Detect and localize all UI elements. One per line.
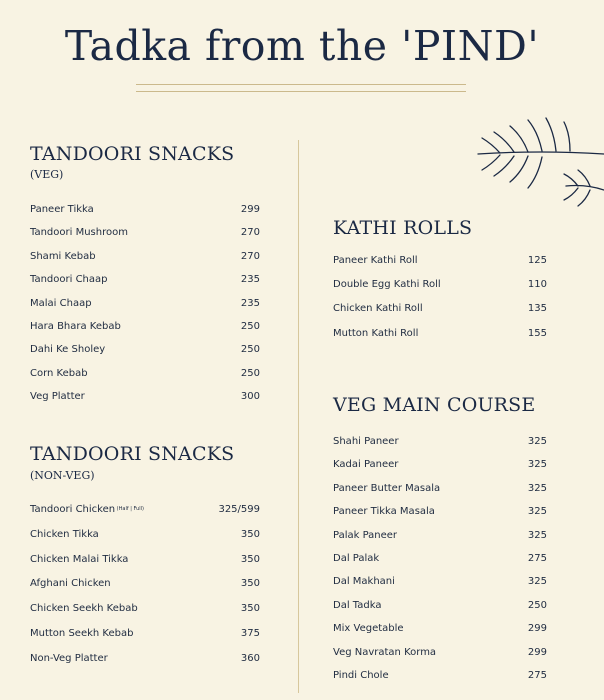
menu-item xyxy=(333,255,547,279)
menu-item xyxy=(333,600,547,623)
menu-item xyxy=(30,603,260,628)
menu-item-name: Kadai Paneer xyxy=(333,459,399,471)
menu-item-price: 110 xyxy=(527,279,547,291)
menu-item-price: 250 xyxy=(240,344,260,356)
menu-item-price: 155 xyxy=(527,327,547,339)
menu-item xyxy=(333,647,547,670)
menu-item xyxy=(30,368,260,391)
menu-item xyxy=(333,530,547,553)
menu-item xyxy=(30,344,260,367)
page-title: Tadka from the 'PIND' xyxy=(64,22,540,70)
menu-item xyxy=(30,274,260,297)
menu-item-name: Non-Veg Platter xyxy=(30,652,108,664)
menu-item-price: 360 xyxy=(240,652,260,664)
menu-item-name: Veg Navratan Korma xyxy=(333,646,437,658)
menu-item-price: 275 xyxy=(527,552,547,564)
menu-item-name: Double Egg Kathi Roll xyxy=(333,279,441,291)
menu-item xyxy=(30,529,260,554)
nonveg-snacks-list xyxy=(30,504,260,678)
menu-item-name: Veg Platter xyxy=(30,391,85,403)
menu-item xyxy=(333,670,547,693)
menu-item-price: 300 xyxy=(240,391,260,403)
leaf-branch-icon xyxy=(470,110,604,234)
menu-item-name: Dal Makhani xyxy=(333,576,395,588)
menu-item-name: Pindi Chole xyxy=(333,669,389,681)
menu-item-name: Paneer Butter Masala xyxy=(333,482,441,494)
menu-item xyxy=(30,504,260,529)
menu-item xyxy=(333,483,547,506)
menu-item-price: 125 xyxy=(527,255,547,266)
menu-item-price: 270 xyxy=(240,227,260,239)
menu-item xyxy=(30,628,260,653)
menu-item-name: Mix Vegetable xyxy=(333,623,404,635)
menu-item xyxy=(333,506,547,529)
menu-item-price: 325 xyxy=(527,529,547,541)
menu-item-price: 135 xyxy=(527,303,547,315)
menu-item-price: 250 xyxy=(240,367,260,379)
menu-item xyxy=(30,321,260,344)
title-rule-top xyxy=(136,84,466,85)
menu-item-name: Shami Kebab xyxy=(30,250,96,262)
menu-item-name: Tandoori Chicken (Half | Full) xyxy=(30,504,144,515)
menu-item-name: Chicken Malai Tikka xyxy=(30,553,129,565)
column-divider xyxy=(298,140,299,693)
menu-item-price: 250 xyxy=(240,320,260,332)
menu-item-price: 325 xyxy=(527,506,547,518)
portion-note: (Half | Full) xyxy=(115,506,144,512)
menu-item-price: 275 xyxy=(527,669,547,681)
menu-item-name: Dal Tadka xyxy=(333,599,382,611)
menu-item-name: Corn Kebab xyxy=(30,367,88,379)
menu-item-name: Paneer Tikka Masala xyxy=(333,506,435,518)
menu-item-price: 250 xyxy=(527,599,547,611)
menu-item-name: Dal Palak xyxy=(333,552,380,564)
menu-item xyxy=(333,279,547,303)
section-title-veg-snacks: TANDOORI SNACKS xyxy=(30,143,235,165)
menu-item-name: Tandoori Mushroom xyxy=(30,227,128,239)
menu-item-name: Malai Chaap xyxy=(30,297,92,309)
menu-item-name: Afghani Chicken xyxy=(30,578,111,590)
menu-item-name: Shahi Paneer xyxy=(333,436,399,447)
menu-item-name: Mutton Seekh Kebab xyxy=(30,627,134,639)
menu-item-name: Chicken Kathi Roll xyxy=(333,303,423,315)
section-subtitle-nonveg: (NON-VEG) xyxy=(30,469,95,482)
menu-item xyxy=(30,227,260,250)
title-rule-bottom xyxy=(136,91,466,92)
menu-item-price: 270 xyxy=(240,250,260,262)
menu-item xyxy=(333,553,547,576)
menu-item xyxy=(30,554,260,579)
menu-item-price: 350 xyxy=(240,578,260,590)
kathi-rolls-list xyxy=(333,255,547,352)
menu-item-price: 299 xyxy=(527,623,547,635)
menu-item xyxy=(333,328,547,352)
menu-item-price: 325 xyxy=(527,436,547,447)
menu-item xyxy=(333,303,547,327)
menu-item-price: 350 xyxy=(240,603,260,615)
menu-item xyxy=(30,204,260,227)
menu-item xyxy=(333,436,547,459)
menu-item-price: 235 xyxy=(240,297,260,309)
menu-item-price: 375 xyxy=(240,627,260,639)
menu-item-price: 325/599 xyxy=(218,504,260,515)
menu-item-name: Tandoori Chaap xyxy=(30,274,108,286)
menu-item-price: 299 xyxy=(527,646,547,658)
section-title-nonveg-snacks: TANDOORI SNACKS xyxy=(30,443,235,465)
menu-item xyxy=(30,653,260,678)
veg-snacks-list xyxy=(30,204,260,415)
menu-item-price: 350 xyxy=(240,553,260,565)
menu-item-price: 325 xyxy=(527,482,547,494)
menu-item xyxy=(30,251,260,274)
section-title-kathi-rolls: KATHI ROLLS xyxy=(333,217,473,239)
menu-item xyxy=(333,576,547,599)
menu-item-name: Mutton Kathi Roll xyxy=(333,327,419,339)
section-subtitle-veg: (VEG) xyxy=(30,168,64,181)
menu-item-price: 350 xyxy=(240,528,260,540)
menu-item-name: Paneer Tikka xyxy=(30,204,94,215)
menu-item-price: 299 xyxy=(240,204,260,215)
menu-item-name: Dahi Ke Sholey xyxy=(30,344,106,356)
menu-item xyxy=(30,391,260,414)
section-title-veg-main: VEG MAIN COURSE xyxy=(333,394,536,416)
menu-item-name: Palak Paneer xyxy=(333,529,398,541)
menu-item-price: 325 xyxy=(527,576,547,588)
menu-item-name: Hara Bhara Kebab xyxy=(30,320,121,332)
veg-main-list xyxy=(333,436,547,693)
menu-item-name: Paneer Kathi Roll xyxy=(333,255,418,266)
menu-item-price: 235 xyxy=(240,274,260,286)
menu-item-name: Chicken Seekh Kebab xyxy=(30,603,138,615)
menu-item-price: 325 xyxy=(527,459,547,471)
menu-item xyxy=(333,459,547,482)
menu-item xyxy=(30,578,260,603)
menu-item xyxy=(333,623,547,646)
menu-item-name: Chicken Tikka xyxy=(30,528,99,540)
menu-item xyxy=(30,298,260,321)
